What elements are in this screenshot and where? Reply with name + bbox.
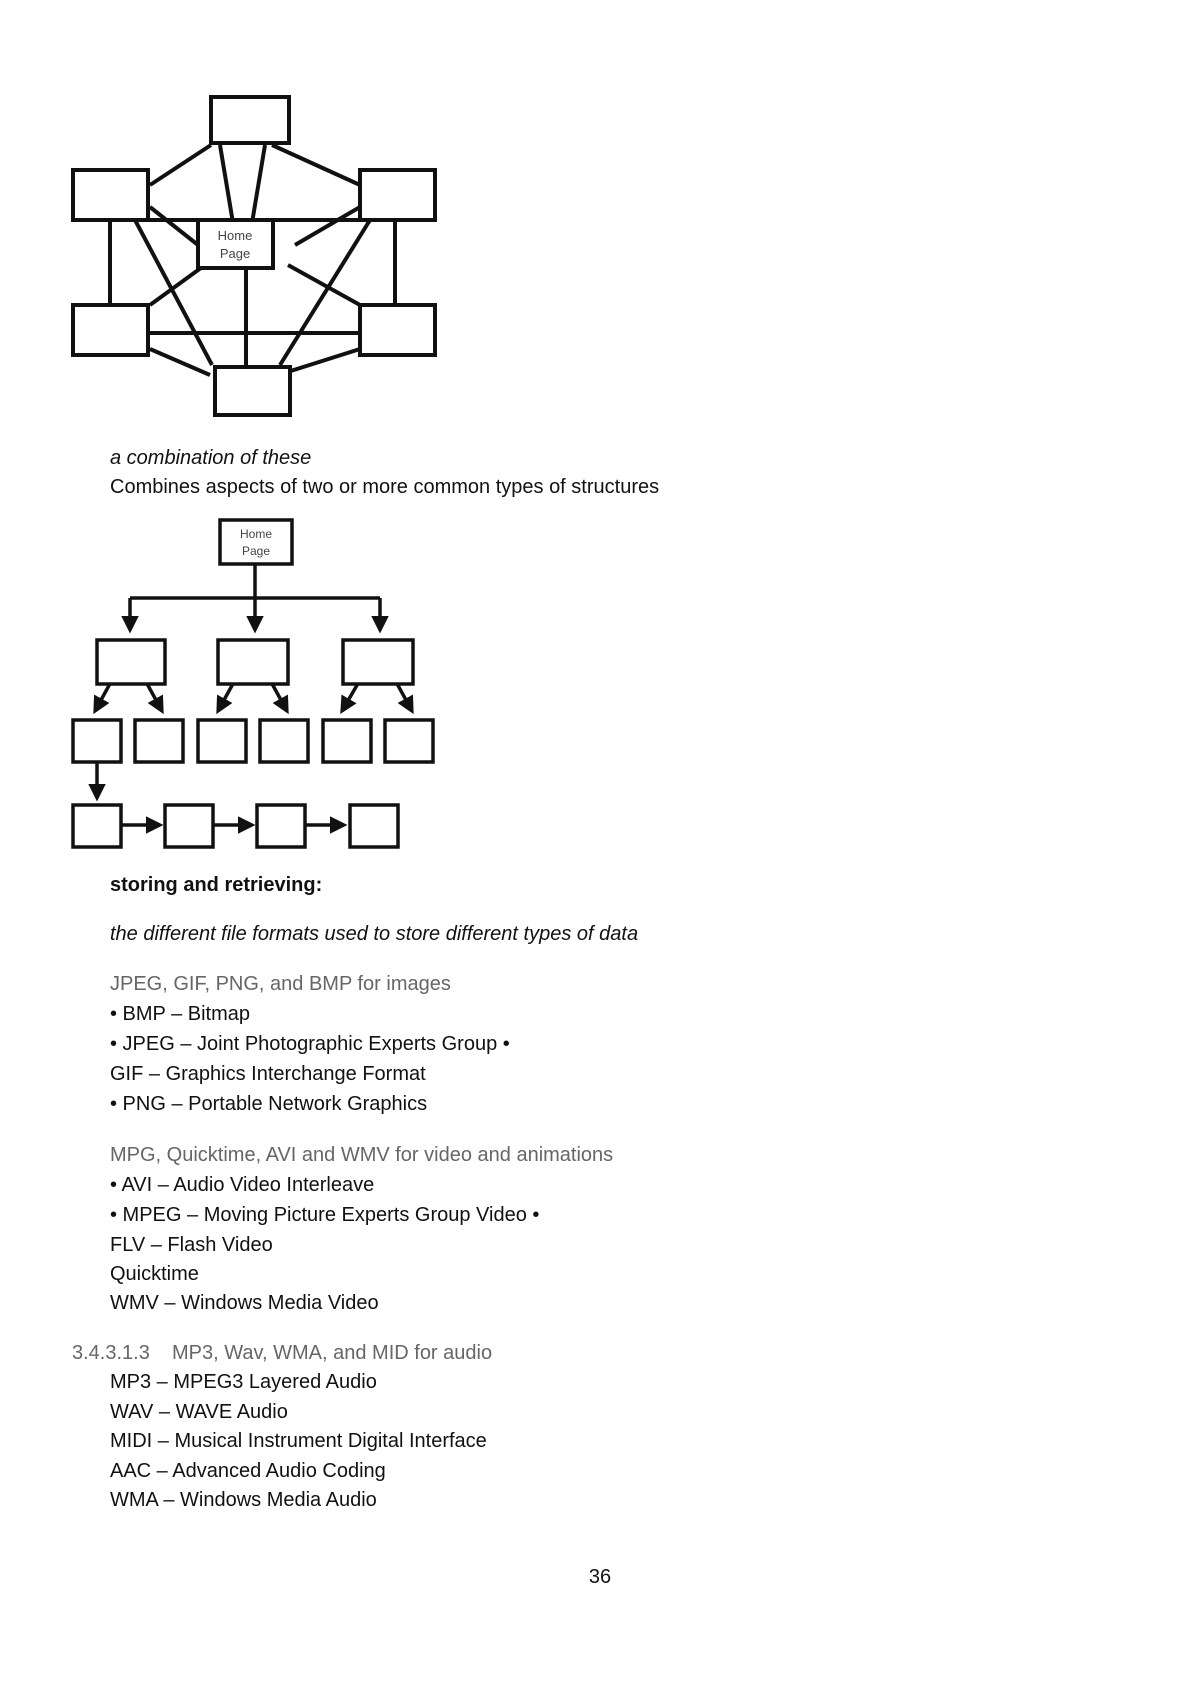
tree-level3-node [260, 720, 308, 762]
linear-node [73, 805, 121, 847]
tree-level2-node [343, 640, 413, 684]
linear-node [350, 805, 398, 847]
linear-node [165, 805, 213, 847]
tree-level3-node [135, 720, 183, 762]
video-line: FLV – Flash Video [110, 1234, 273, 1256]
web-node-top-left [73, 170, 148, 220]
web-node-bottom [215, 367, 290, 415]
video-intro: MPG, Quicktime, AVI and WMV for video and animations [110, 1144, 614, 1166]
storing-subheading: the different file formats used to store different types of data [110, 923, 639, 945]
video-line: Quicktime [110, 1263, 199, 1285]
video-line: • MPEG – Moving Picture Experts Group Video • [110, 1204, 540, 1226]
combination-description: Combines aspects of two or more common types of structures [110, 476, 660, 498]
linear-node [257, 805, 305, 847]
images-intro: JPEG, GIF, PNG, and BMP for images [110, 973, 451, 995]
audio-line: AAC – Advanced Audio Coding [110, 1460, 386, 1482]
combination-heading: a combination of these [110, 447, 312, 469]
images-line: • PNG – Portable Network Graphics [110, 1093, 428, 1115]
web-structure-diagram [70, 95, 440, 425]
images-line: GIF – Graphics Interchange Format [110, 1063, 426, 1085]
storing-heading: storing and retrieving: [110, 874, 323, 896]
web-node-bottom-right [360, 305, 435, 355]
images-line: • JPEG – Joint Photographic Experts Group • [110, 1033, 510, 1055]
audio-line: MIDI – Musical Instrument Digital Interface [110, 1430, 487, 1452]
tree-root-label-2: Page [241, 544, 271, 558]
audio-intro: MP3, Wav, WMA, and MID for audio [172, 1342, 493, 1364]
web-node-top-right [360, 170, 435, 220]
images-line: • BMP – Bitmap [110, 1003, 251, 1025]
tree-level3-node [385, 720, 433, 762]
web-home-label-2: Page [219, 246, 251, 261]
web-home-label-1: Home [217, 228, 253, 243]
video-line: • AVI – Audio Video Interleave [110, 1174, 375, 1196]
audio-line: WAV – WAVE Audio [110, 1401, 288, 1423]
tree-root-label-1: Home [239, 527, 273, 541]
audio-line: WMA – Windows Media Audio [110, 1489, 377, 1511]
tree-level3-node [198, 720, 246, 762]
tree-level2-node [218, 640, 288, 684]
tree-level3-node [323, 720, 371, 762]
audio-section-number: 3.4.3.1.3 [72, 1342, 150, 1364]
combination-structure-diagram [70, 518, 440, 853]
tree-level3-node [73, 720, 121, 762]
audio-line: MP3 – MPEG3 Layered Audio [110, 1371, 377, 1393]
web-node-bottom-left [73, 305, 148, 355]
page-number: 36 [588, 1566, 612, 1588]
tree-level2-node [97, 640, 165, 684]
video-line: WMV – Windows Media Video [110, 1292, 379, 1314]
web-node-top [211, 97, 289, 143]
